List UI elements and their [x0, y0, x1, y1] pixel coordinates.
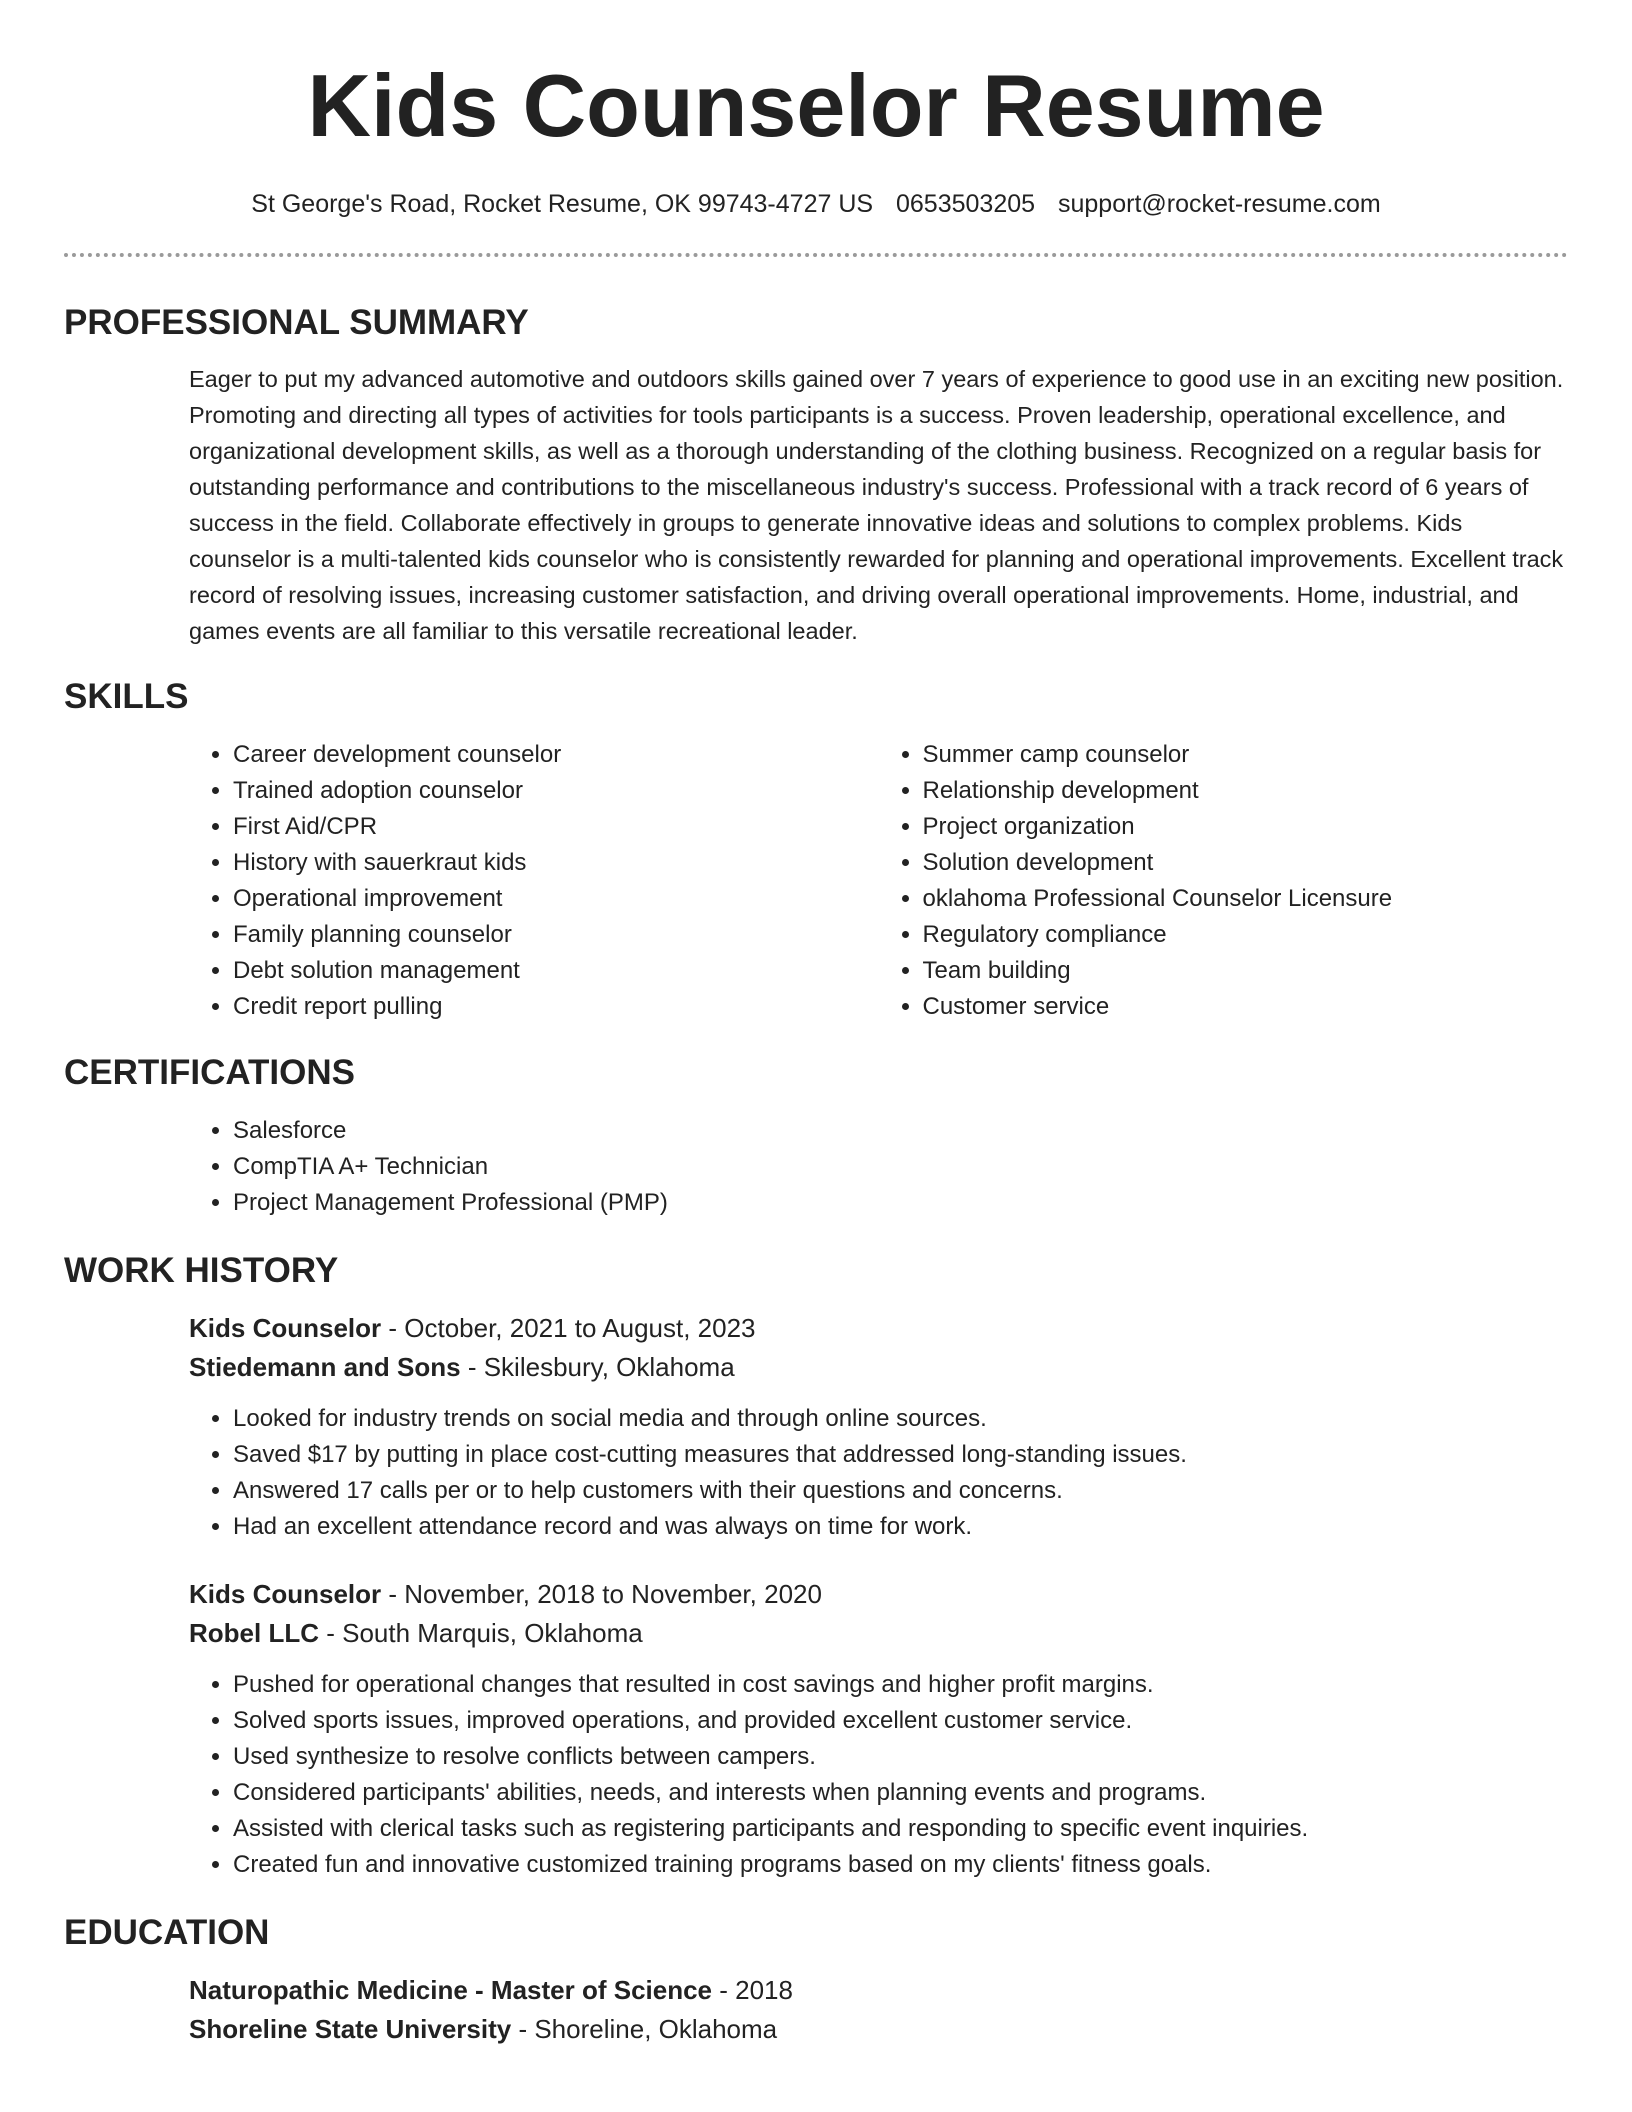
education-degree: Naturopathic Medicine - Master of Science — [189, 1975, 713, 2005]
education-school-line — [189, 2010, 1568, 2049]
job-company-line — [189, 1348, 1568, 1387]
education-degree-line — [189, 1971, 1568, 2010]
job-duty: • Created fun and innovative customized training programs based on my clients' fitness goals. — [233, 1847, 1568, 1883]
contact-address: St George's Road, Rocket Resume, OK 99743-4727 US — [251, 190, 874, 218]
skill-item: • Solution development — [923, 845, 1569, 881]
job-duty: • Used synthesize to resolve conflicts between campers. — [233, 1739, 1568, 1775]
skill-item: • Trained adoption counselor — [233, 773, 879, 809]
summary-text: Eager to put my advanced automotive and outdoors skills gained over 7 years of experience to good use in an exciting new position. Promoting and directing all types of activities for tools participants is a success. Proven leadership, operational excellence, and organizational development skills, as well as a thorough understanding of the clothing business. Recognized on a regular basis for outstanding performance and contributions to the miscellaneous industry's success. Professional with a track record of 6 years of success in the field. Collaborate effectively in groups to generate innovative ideas and solutions to complex problems. Kids counselor is a multi-talented kids counselor who is consistently rewarded for planning and operational improvements. Excellent track record of resolving issues, increasing customer satisfaction, and driving overall operational improvements. Home, industrial, and games events are all familiar to this versatile recreational leader. — [189, 366, 1564, 644]
certification-item: • CompTIA A+ Technician — [233, 1149, 1568, 1185]
contact-phone: 0653503205 — [896, 190, 1036, 218]
skill-item: • Family planning counselor — [233, 917, 879, 953]
work-heading: WORK HISTORY — [64, 1251, 339, 1290]
job-duties — [189, 1401, 1568, 1545]
certifications-body — [189, 1113, 1568, 1221]
skill-item: • Customer service — [923, 989, 1569, 1025]
education-heading: EDUCATION — [64, 1913, 270, 1952]
skills-left-column — [189, 737, 879, 1025]
job-duty: • Answered 17 calls per or to help customers with their questions and concerns. — [233, 1473, 1568, 1509]
job-duty: • Assisted with clerical tasks such as registering participants and responding to specific event inquiries. — [233, 1811, 1568, 1847]
job-duties — [189, 1667, 1568, 1883]
work-section — [64, 1249, 1568, 1883]
summary-heading: PROFESSIONAL SUMMARY — [64, 303, 529, 342]
job-duty: • Considered participants' abilities, needs, and interests when planning events and programs. — [233, 1775, 1568, 1811]
skill-item: • History with sauerkraut kids — [233, 845, 879, 881]
education-location: - Shoreline, Oklahoma — [511, 2014, 778, 2044]
contact-line — [0, 190, 1632, 219]
skill-item: • Summer camp counselor — [923, 737, 1569, 773]
education-year: - 2018 — [712, 1975, 793, 2005]
skills-right-column — [879, 737, 1569, 1025]
skill-item: • Career development counselor — [233, 737, 879, 773]
job-role: Kids Counselor — [189, 1313, 382, 1343]
job-title-line — [189, 1575, 1568, 1614]
job-dates: - November, 2018 to November, 2020 — [381, 1579, 822, 1609]
contact-email: support@rocket-resume.com — [1058, 190, 1381, 218]
job-duty: • Looked for industry trends on social media and through online sources. — [233, 1401, 1568, 1437]
skill-item: • oklahoma Professional Counselor Licensure — [923, 881, 1569, 917]
skill-item: • Regulatory compliance — [923, 917, 1569, 953]
summary-body — [189, 361, 1568, 649]
skill-item: • Relationship development — [923, 773, 1569, 809]
certifications-heading: CERTIFICATIONS — [64, 1053, 356, 1092]
skill-item: • Debt solution management — [233, 953, 879, 989]
skills-heading: SKILLS — [64, 677, 189, 716]
job-title-line — [189, 1309, 1568, 1348]
header-divider — [64, 253, 1568, 257]
job-entry — [189, 1309, 1568, 1545]
job-entry — [189, 1575, 1568, 1883]
certifications-section — [64, 1051, 1568, 1221]
job-company: Robel LLC — [189, 1618, 319, 1648]
education-entry — [189, 1971, 1568, 2049]
skill-item: • Operational improvement — [233, 881, 879, 917]
certification-item: • Salesforce — [233, 1113, 1568, 1149]
education-section — [64, 1911, 1568, 2049]
job-role: Kids Counselor — [189, 1579, 382, 1609]
education-school: Shoreline State University — [189, 2014, 512, 2044]
summary-section — [64, 301, 1568, 649]
skill-item: • Credit report pulling — [233, 989, 879, 1025]
certification-item: • Project Management Professional (PMP) — [233, 1185, 1568, 1221]
job-location: - South Marquis, Oklahoma — [319, 1618, 643, 1648]
job-dates: - October, 2021 to August, 2023 — [381, 1313, 756, 1343]
job-duty: • Saved $17 by putting in place cost-cutting measures that addressed long-standing issues. — [233, 1437, 1568, 1473]
resume-title: Kids Counselor Resume — [307, 56, 1325, 155]
job-location: - Skilesbury, Oklahoma — [460, 1352, 735, 1382]
job-duty: • Had an excellent attendance record and was always on time for work. — [233, 1509, 1568, 1545]
skill-item: • First Aid/CPR — [233, 809, 879, 845]
certifications-list — [189, 1113, 1568, 1221]
job-company: Stiedemann and Sons — [189, 1352, 461, 1382]
job-company-line — [189, 1614, 1568, 1653]
skill-item: • Team building — [923, 953, 1569, 989]
skills-section — [64, 675, 1568, 1025]
job-duty: • Pushed for operational changes that resulted in cost savings and higher profit margins. — [233, 1667, 1568, 1703]
job-duty: • Solved sports issues, improved operations, and provided excellent customer service. — [233, 1703, 1568, 1739]
skill-item: • Project organization — [923, 809, 1569, 845]
skills-list — [189, 737, 1568, 1025]
